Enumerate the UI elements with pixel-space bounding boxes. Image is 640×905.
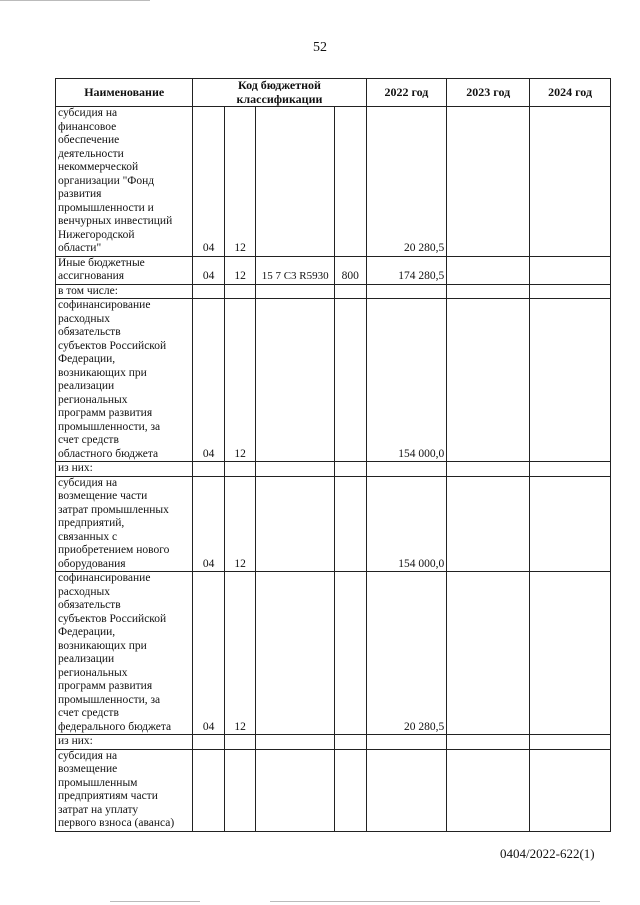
cell-y2024 [530,284,611,299]
cell-y2022: 20 280,5 [366,107,447,257]
cell-y2023 [447,572,530,735]
cell-y2024 [530,462,611,477]
cell-y2022 [366,735,447,750]
cell-y2023 [447,107,530,257]
header-name: Наименование [56,79,193,107]
table-row [56,735,611,750]
cell-c2: 12 [224,572,255,735]
cell-c2: 12 [224,476,255,572]
table-row [56,299,611,462]
budget-table [55,78,611,832]
cell-c2: 12 [224,107,255,257]
cell-c3 [256,476,335,572]
cell-c4: 800 [335,256,366,284]
cell-y2023 [447,299,530,462]
cell-c4 [335,749,366,831]
cell-c4 [335,284,366,299]
cell-name: в том числе: [56,284,193,299]
cell-c1 [193,735,224,750]
table-row [56,107,611,257]
scan-artifact-top [0,0,150,1]
cell-y2022: 174 280,5 [366,256,447,284]
cell-y2023 [447,749,530,831]
cell-c1: 04 [193,299,224,462]
cell-y2022 [366,749,447,831]
cell-c4 [335,572,366,735]
cell-c4 [335,735,366,750]
cell-c2 [224,284,255,299]
cell-c2: 12 [224,299,255,462]
cell-name: субсидия на финансовое обеспечение деятельности некоммерческой организации "Фонд развития промышленности и венчурных инвестиций Нижегородской области" [56,107,193,257]
table-header-row [56,79,611,107]
table-row [56,572,611,735]
cell-c1: 04 [193,107,224,257]
cell-y2023 [447,256,530,284]
cell-y2024 [530,107,611,257]
cell-c3 [256,735,335,750]
cell-name: субсидия на возмещение промышленным предприятиям части затрат на уплату первого взноса (аванса) [56,749,193,831]
table-body [56,107,611,832]
cell-y2022: 154 000,0 [366,299,447,462]
cell-c3 [256,284,335,299]
document-code: 0404/2022-622(1) [500,846,595,861]
cell-c1: 04 [193,256,224,284]
cell-c1 [193,749,224,831]
cell-c3 [256,299,335,462]
scan-artifact-bottom-left [110,901,200,902]
cell-y2023 [447,476,530,572]
cell-name: софинансирование расходных обязательств субъектов Российской Федерации, возникающих при реализации региональных программ развития промышленности, за счет средств областного бюджета [56,299,193,462]
header-code: Код бюджетной классификации [193,79,366,107]
table-row [56,284,611,299]
cell-c2 [224,749,255,831]
table-row [56,476,611,572]
cell-c3: 15 7 C3 R5930 [256,256,335,284]
table-row [56,749,611,831]
cell-name: из них: [56,462,193,477]
header-2024: 2024 год [530,79,611,107]
cell-name: субсидия на возмещение части затрат промышленных предприятий, связанных с приобретением нового оборудования [56,476,193,572]
cell-c4 [335,107,366,257]
cell-c4 [335,462,366,477]
cell-y2023 [447,735,530,750]
header-2023: 2023 год [447,79,530,107]
cell-c3 [256,107,335,257]
cell-y2023 [447,462,530,477]
cell-c2 [224,735,255,750]
cell-c3 [256,462,335,477]
cell-y2024 [530,735,611,750]
cell-y2023 [447,284,530,299]
cell-y2022 [366,284,447,299]
page-number: 52 [313,40,327,55]
cell-c1: 04 [193,476,224,572]
cell-c2 [224,462,255,477]
cell-c3 [256,572,335,735]
cell-c4 [335,476,366,572]
cell-y2024 [530,572,611,735]
cell-c2: 12 [224,256,255,284]
cell-name: из них: [56,735,193,750]
table-row [56,256,611,284]
scan-artifact-bottom-right [270,901,600,902]
table-row [56,462,611,477]
cell-y2022 [366,462,447,477]
cell-y2024 [530,476,611,572]
cell-name: софинансирование расходных обязательств субъектов Российской Федерации, возникающих при реализации региональных программ развития промышленности, за счет средств федерального бюджета [56,572,193,735]
cell-y2024 [530,749,611,831]
cell-y2024 [530,299,611,462]
cell-c1: 04 [193,572,224,735]
cell-name: Иные бюджетные ассигнования [56,256,193,284]
cell-y2024 [530,256,611,284]
cell-c4 [335,299,366,462]
header-2022: 2022 год [366,79,447,107]
cell-y2022: 20 280,5 [366,572,447,735]
cell-c3 [256,749,335,831]
cell-c1 [193,462,224,477]
cell-y2022: 154 000,0 [366,476,447,572]
cell-c1 [193,284,224,299]
